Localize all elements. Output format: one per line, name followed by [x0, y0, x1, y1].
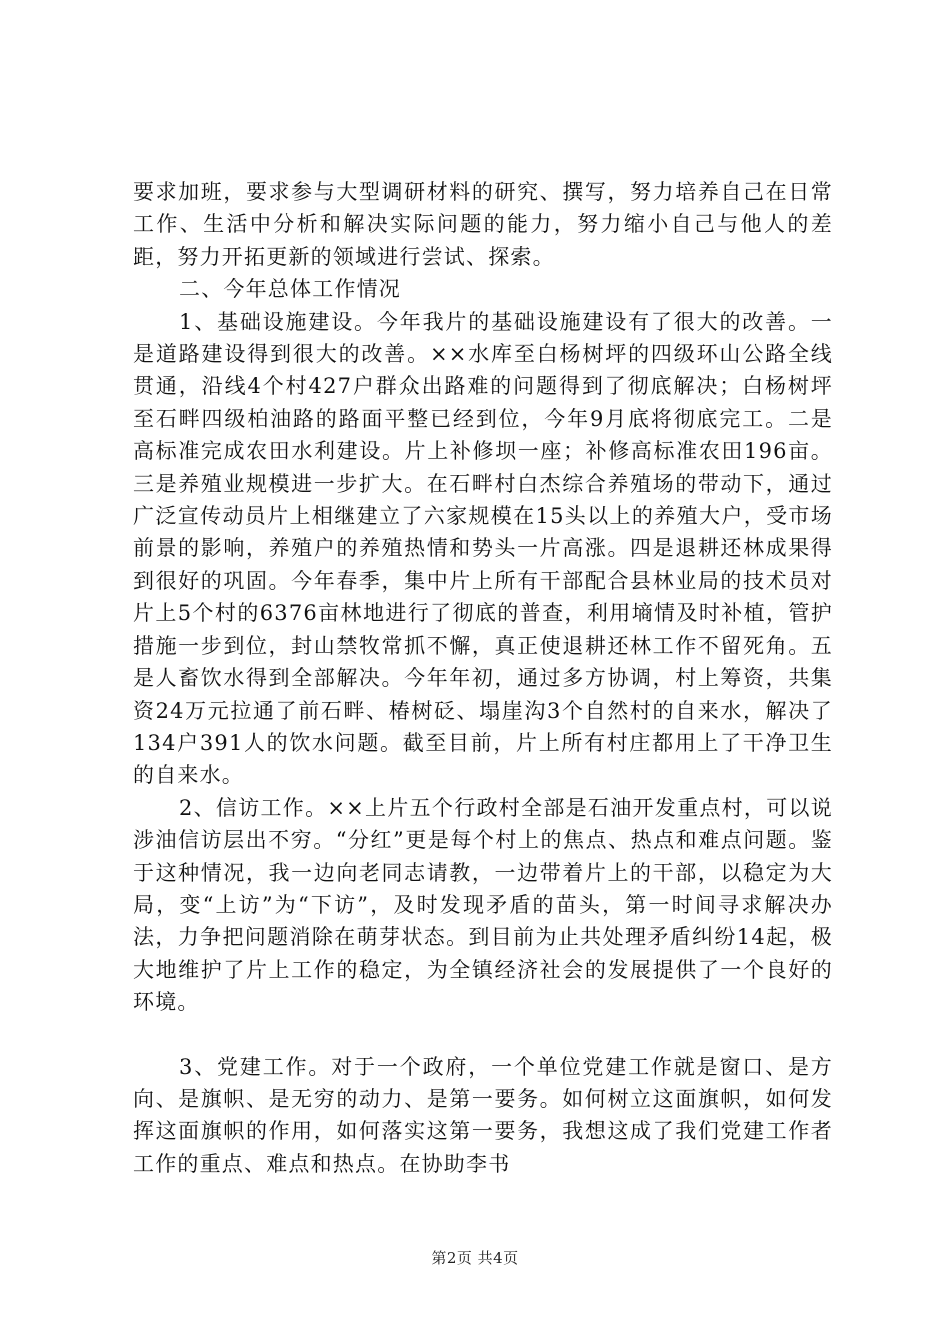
page-number-footer: 第2页 共4页 [431, 1249, 519, 1267]
section-heading-overall-work: 二、今年总体工作情况 [179, 277, 401, 302]
paragraph-party-building: 3、党建工作。对于一个政府，一个单位党建工作就是窗口、是方向、是旗帜、是无穷的动力、是第一要务。如何树立这面旗帜，如何发挥这面旗帜的作用，如何落实这第一要务，我想这成了我们党建工作者工作的重点、难点和热点。在协助李书 [133, 1054, 833, 1176]
document-body [133, 176, 833, 1180]
paragraph-spacer [133, 1019, 833, 1051]
paragraph-continuation: 要求加班，要求参与大型调研材料的研究、撰写，努力培养自己在日常工作、生活中分析和解决实际问题的能力，努力缩小自己与他人的差距，努力开拓更新的领域进行尝试、探索。 [133, 180, 833, 269]
paragraph-infrastructure: 1、基础设施建设。今年我片的基础设施建设有了很大的改善。一是道路建设得到很大的改善。××水库至白杨树坪的四级环山公路全线贯通，沿线4个村427户群众出路难的问题得到了彻底解决；白杨树坪至石畔四级柏油路的路面平整已经到位，今年9月底将彻底完工。二是高标准完成农田水利建设。片上补修坝一座；补修高标准农田196亩。三是养殖业规模进一步扩大。在石畔村白杰综合养殖场的带动下，通过广泛宣传动员片上相继建立了六家规模在15头以上的养殖大户，受市场前景的影响，养殖户的养殖热情和势头一片高涨。四是退耕还林成果得到很好的巩固。今年春季，集中片上所有干部配合县林业局的技术员对片上5个村的6376亩林地进行了彻底的普查，利用墒情及时补植，管护措施一步到位，封山禁牧常抓不懈，真正使退耕还林工作不留死角。五是人畜饮水得到全部解决。今年年初，通过多方协调，村上筹资，共集资24万元拉通了前石畔、椿树砭、塌崖沟3个自然村的自来水，解决了134户391人的饮水问题。截至目前，片上所有村庄都用上了干净卫生的自来水。 [133, 309, 833, 788]
paragraph-petition-work: 2、信访工作。××上片五个行政村全部是石油开发重点村，可以说涉油信访层出不穷。“分红”更是每个村上的焦点、热点和难点问题。鉴于这种情况，我一边向老同志请教，一边带着片上的干部，以稳定为大局，变“上访”为“下访”，及时发现矛盾的苗头，第一时间寻求解决办法，力争把问题消除在萌芽状态。到目前为止共处理矛盾纠纷14起，极大地维护了片上工作的稳定，为全镇经济社会的发展提供了一个良好的环境。 [133, 795, 833, 1015]
